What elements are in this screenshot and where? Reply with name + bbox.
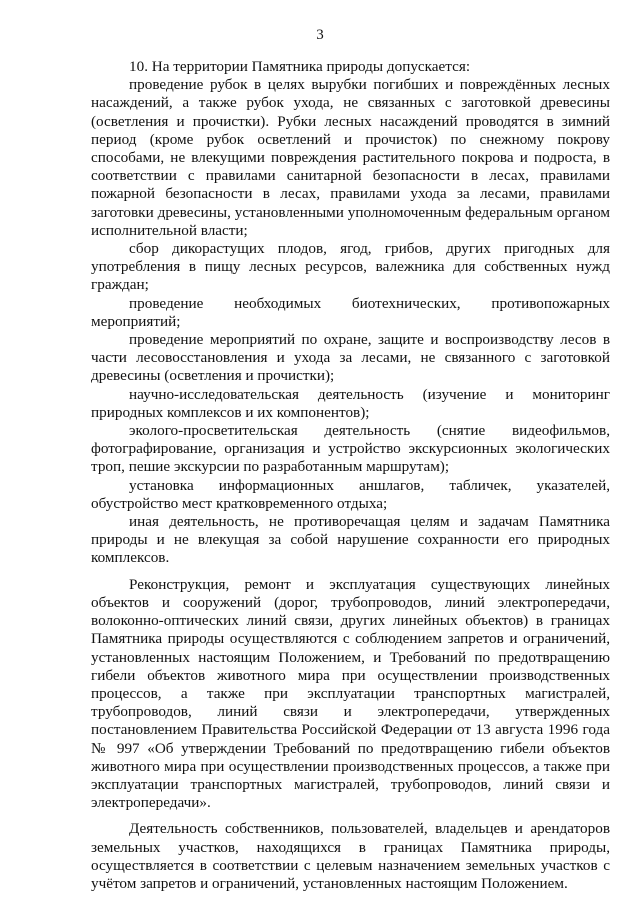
page-number: 3 [316,27,324,43]
list-item-other-activity: иная деятельность, не противоречащая целям и задачам Памятника природы и не влекущая за собой нарушение сохранности его природных комплексов. [91,513,610,567]
document-body [91,58,610,893]
list-item-eco-education: эколого-просветительская деятельность (снятие видеофильмов, фотографирование, организация и устройство экскурсионных экологических троп, пешие экскурсии по разработанным маршрутам); [91,422,610,476]
paragraph-linear-objects: Реконструкция, ремонт и эксплуатация существующих линейных объектов и сооружений (дорог, трубопроводов, линий электропередачи, волоконно-оптических линий связи, других линейных объектов) в границах Памятника природы осуществляются с соблюдением запретов и ограничений, установленных настоящим Положением, и Требований по предотвращению гибели объектов животного мира при осуществлении производственных процессов, а также при эксплуатации транспортных магистралей, трубопроводов, линий связи и электропередачи, утвержденных постановлением Правительства Российской Федерации от 13 августа 1996 года № 997 «Об утверждении Требований по предотвращению гибели объектов животного мира при осуществлении производственных процессов, а также при эксплуатации транспортных магистралей, трубопроводов, линий связи и электропередачи». [91,575,610,812]
list-item-research: научно-исследовательская деятельность (изучение и мониторинг природных комплексов и их компонентов); [91,385,610,421]
list-item-felling: проведение рубок в целях вырубки погибших и повреждённых лесных насаждений, а также рубок ухода, не связанных с заготовкой древесины (осветления и прочистки). Рубки лесных насаждений проводятся в зимний период (кроме рубок осветлений и прочисток) по снежному покрову способами, не влекущими повреждения растительного покрова и подроста, в соответствии с правилами санитарной безопасности в лесах, правилами пожарной безопасности в лесах, правилами ухода за лесами, правилами заготовки древесины, установленными уполномоченным федеральным органом исполнительной власти; [91,76,610,239]
list-item-biotechnical: проведение необходимых биотехнических, противопожарных мероприятий; [91,294,610,330]
paragraph-land-owners: Деятельность собственников, пользователей, владельцев и арендаторов земельных участков, находящихся в границах Памятника природы, осуществляется в соответствии с целевым назначением земельных участков с учётом запретов и ограничений, установленных настоящим Положением. [91,820,610,892]
section-10-heading: 10. На территории Памятника природы допускается: [129,58,471,75]
list-item-gathering: сбор дикорастущих плодов, ягод, грибов, других пригодных для употребления в пищу лесных ресурсов, валежника для собственных нужд граждан; [91,240,610,294]
list-item-forest-protection: проведение мероприятий по охране, защите и воспроизводству лесов в части лесовосстановления и ухода за лесами, не связанного с заготовкой древесины (осветления и прочистки); [91,331,610,385]
list-item-signage: установка информационных аншлагов, табличек, указателей, обустройство мест кратковременного отдыха; [91,476,610,512]
